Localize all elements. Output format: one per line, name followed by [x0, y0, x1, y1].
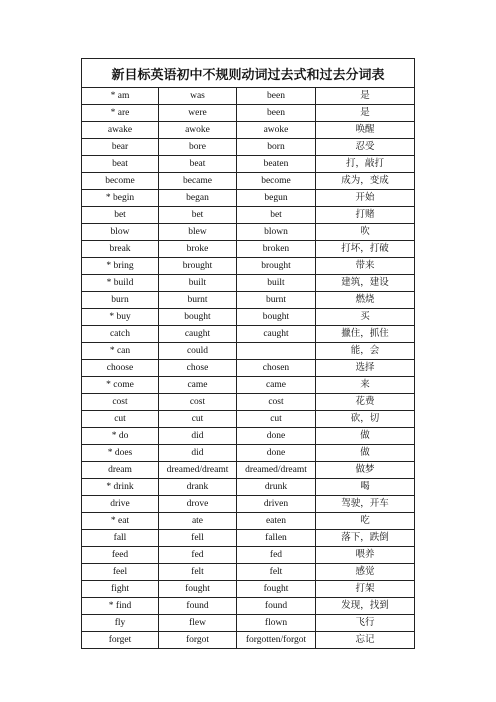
meaning-cell: 砍，切: [316, 411, 415, 428]
base-form-cell: catch: [82, 326, 159, 343]
past-participle-cell: been: [237, 105, 316, 122]
past-tense-cell: broke: [159, 241, 237, 258]
base-form-cell: become: [82, 173, 159, 190]
past-tense-cell: burnt: [159, 292, 237, 309]
table-row: [82, 632, 415, 649]
base-form-cell: * am: [82, 88, 159, 105]
past-participle-cell: driven: [237, 496, 316, 513]
past-participle-cell: bought: [237, 309, 316, 326]
table-row: [82, 394, 415, 411]
table-row: [82, 428, 415, 445]
meaning-cell: 感觉: [316, 564, 415, 581]
table-row: [82, 326, 415, 343]
past-tense-cell: forgot: [159, 632, 237, 649]
past-tense-cell: awoke: [159, 122, 237, 139]
table-row: [82, 139, 415, 156]
table-row: [82, 564, 415, 581]
past-tense-cell: cut: [159, 411, 237, 428]
base-form-cell: * build: [82, 275, 159, 292]
table-row: [82, 513, 415, 530]
past-tense-cell: brought: [159, 258, 237, 275]
past-tense-cell: could: [159, 343, 237, 360]
past-participle-cell: become: [237, 173, 316, 190]
base-form-cell: cost: [82, 394, 159, 411]
past-tense-cell: beat: [159, 156, 237, 173]
base-form-cell: fly: [82, 615, 159, 632]
base-form-cell: * begin: [82, 190, 159, 207]
base-form-cell: * are: [82, 105, 159, 122]
base-form-cell: forget: [82, 632, 159, 649]
base-form-cell: * come: [82, 377, 159, 394]
base-form-cell: feed: [82, 547, 159, 564]
past-participle-cell: forgotten/forgot: [237, 632, 316, 649]
meaning-cell: 建筑，建设: [316, 275, 415, 292]
past-participle-cell: brought: [237, 258, 316, 275]
past-tense-cell: chose: [159, 360, 237, 377]
past-tense-cell: built: [159, 275, 237, 292]
base-form-cell: * eat: [82, 513, 159, 530]
table-row: [82, 360, 415, 377]
past-tense-cell: drove: [159, 496, 237, 513]
table-row: [82, 292, 415, 309]
meaning-cell: 成为，变成: [316, 173, 415, 190]
meaning-cell: 吃: [316, 513, 415, 530]
base-form-cell: awake: [82, 122, 159, 139]
base-form-cell: beat: [82, 156, 159, 173]
table-row: [82, 190, 415, 207]
meaning-cell: 忘记: [316, 632, 415, 649]
table-row: [82, 309, 415, 326]
past-participle-cell: broken: [237, 241, 316, 258]
past-tense-cell: was: [159, 88, 237, 105]
meaning-cell: 带来: [316, 258, 415, 275]
past-tense-cell: fought: [159, 581, 237, 598]
base-form-cell: choose: [82, 360, 159, 377]
base-form-cell: feel: [82, 564, 159, 581]
meaning-cell: 擸住，抓住: [316, 326, 415, 343]
past-tense-cell: became: [159, 173, 237, 190]
meaning-cell: 做: [316, 445, 415, 462]
base-form-cell: dream: [82, 462, 159, 479]
table-row: [82, 343, 415, 360]
meaning-cell: 买: [316, 309, 415, 326]
past-participle-cell: felt: [237, 564, 316, 581]
table-title: 新目标英语初中不规则动词过去式和过去分词表: [82, 59, 415, 88]
base-form-cell: burn: [82, 292, 159, 309]
past-tense-cell: began: [159, 190, 237, 207]
past-tense-cell: felt: [159, 564, 237, 581]
past-participle-cell: caught: [237, 326, 316, 343]
meaning-cell: 做梦: [316, 462, 415, 479]
past-participle-cell: fought: [237, 581, 316, 598]
past-tense-cell: bought: [159, 309, 237, 326]
table-row: [82, 411, 415, 428]
past-tense-cell: bet: [159, 207, 237, 224]
meaning-cell: 发现，找到: [316, 598, 415, 615]
meaning-cell: 吹: [316, 224, 415, 241]
meaning-cell: 打，敲打: [316, 156, 415, 173]
past-participle-cell: found: [237, 598, 316, 615]
table-row: [82, 258, 415, 275]
past-tense-cell: fell: [159, 530, 237, 547]
meaning-cell: 能，会: [316, 343, 415, 360]
past-participle-cell: eaten: [237, 513, 316, 530]
title-row: [82, 59, 415, 88]
meaning-cell: 是: [316, 105, 415, 122]
table-row: [82, 156, 415, 173]
meaning-cell: 喂养: [316, 547, 415, 564]
table-row: [82, 462, 415, 479]
meaning-cell: 花费: [316, 394, 415, 411]
table-row: [82, 173, 415, 190]
table-row: [82, 105, 415, 122]
base-form-cell: * drink: [82, 479, 159, 496]
meaning-cell: 打坏，打破: [316, 241, 415, 258]
meaning-cell: 打架: [316, 581, 415, 598]
past-tense-cell: ate: [159, 513, 237, 530]
base-form-cell: fight: [82, 581, 159, 598]
base-form-cell: bear: [82, 139, 159, 156]
meaning-cell: 忍受: [316, 139, 415, 156]
table-row: [82, 241, 415, 258]
past-participle-cell: drunk: [237, 479, 316, 496]
past-tense-cell: caught: [159, 326, 237, 343]
past-participle-cell: fallen: [237, 530, 316, 547]
base-form-cell: * find: [82, 598, 159, 615]
table-row: [82, 122, 415, 139]
meaning-cell: 飞行: [316, 615, 415, 632]
base-form-cell: * bring: [82, 258, 159, 275]
past-tense-cell: did: [159, 445, 237, 462]
meaning-cell: 来: [316, 377, 415, 394]
meaning-cell: 唤醒: [316, 122, 415, 139]
past-tense-cell: fed: [159, 547, 237, 564]
past-participle-cell: fed: [237, 547, 316, 564]
table-row: [82, 377, 415, 394]
past-participle-cell: done: [237, 445, 316, 462]
past-tense-cell: blew: [159, 224, 237, 241]
base-form-cell: * buy: [82, 309, 159, 326]
past-tense-cell: flew: [159, 615, 237, 632]
base-form-cell: * do: [82, 428, 159, 445]
meaning-cell: 喝: [316, 479, 415, 496]
meaning-cell: 驾驶，开车: [316, 496, 415, 513]
base-form-cell: break: [82, 241, 159, 258]
past-tense-cell: dreamed/dreamt: [159, 462, 237, 479]
base-form-cell: * does: [82, 445, 159, 462]
meaning-cell: 开始: [316, 190, 415, 207]
past-tense-cell: did: [159, 428, 237, 445]
meaning-cell: 落下，跌倒: [316, 530, 415, 547]
meaning-cell: 打赌: [316, 207, 415, 224]
past-participle-cell: came: [237, 377, 316, 394]
table-body: [82, 88, 415, 649]
base-form-cell: * can: [82, 343, 159, 360]
meaning-cell: 燃烧: [316, 292, 415, 309]
past-participle-cell: bet: [237, 207, 316, 224]
past-participle-cell: flown: [237, 615, 316, 632]
table-row: [82, 479, 415, 496]
table-row: [82, 615, 415, 632]
past-participle-cell: been: [237, 88, 316, 105]
table-row: [82, 88, 415, 105]
table-row: [82, 207, 415, 224]
past-participle-cell: [237, 343, 316, 360]
past-tense-cell: came: [159, 377, 237, 394]
irregular-verb-table: [81, 58, 415, 649]
past-participle-cell: burnt: [237, 292, 316, 309]
past-participle-cell: cut: [237, 411, 316, 428]
past-participle-cell: blown: [237, 224, 316, 241]
table-row: [82, 224, 415, 241]
past-participle-cell: built: [237, 275, 316, 292]
past-participle-cell: dreamed/dreamt: [237, 462, 316, 479]
past-participle-cell: begun: [237, 190, 316, 207]
past-participle-cell: done: [237, 428, 316, 445]
past-participle-cell: chosen: [237, 360, 316, 377]
table-row: [82, 581, 415, 598]
verb-table-sheet: [81, 58, 414, 649]
past-tense-cell: drank: [159, 479, 237, 496]
base-form-cell: blow: [82, 224, 159, 241]
meaning-cell: 是: [316, 88, 415, 105]
past-tense-cell: found: [159, 598, 237, 615]
base-form-cell: fall: [82, 530, 159, 547]
table-row: [82, 275, 415, 292]
meaning-cell: 做: [316, 428, 415, 445]
past-participle-cell: awoke: [237, 122, 316, 139]
table-row: [82, 598, 415, 615]
table-row: [82, 496, 415, 513]
base-form-cell: cut: [82, 411, 159, 428]
past-tense-cell: were: [159, 105, 237, 122]
table-row: [82, 530, 415, 547]
past-tense-cell: cost: [159, 394, 237, 411]
table-row: [82, 547, 415, 564]
base-form-cell: drive: [82, 496, 159, 513]
past-tense-cell: bore: [159, 139, 237, 156]
past-participle-cell: born: [237, 139, 316, 156]
table-row: [82, 445, 415, 462]
past-participle-cell: beaten: [237, 156, 316, 173]
base-form-cell: bet: [82, 207, 159, 224]
past-participle-cell: cost: [237, 394, 316, 411]
meaning-cell: 选择: [316, 360, 415, 377]
